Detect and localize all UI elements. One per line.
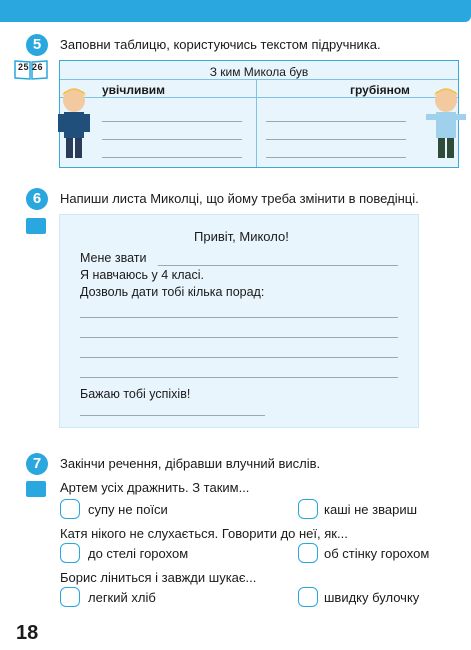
pen-icon bbox=[26, 481, 46, 497]
answer-line[interactable] bbox=[266, 121, 406, 122]
checkbox-q2-option-b[interactable] bbox=[298, 543, 318, 563]
boy-illustration-right bbox=[424, 84, 468, 164]
letter-line-advice: Дозволь дати тобі кілька порад: bbox=[80, 285, 265, 299]
answer-line[interactable] bbox=[102, 139, 242, 140]
advice-answer-line[interactable] bbox=[80, 357, 398, 358]
answer-line[interactable] bbox=[266, 157, 406, 158]
checkbox-q2-option-a[interactable] bbox=[60, 543, 80, 563]
question-3: Борис ліниться і завжди шукає... bbox=[60, 570, 257, 585]
checkbox-q1-option-a[interactable] bbox=[60, 499, 80, 519]
advice-answer-line[interactable] bbox=[80, 317, 398, 318]
answer-line[interactable] bbox=[102, 157, 242, 158]
textbook-pages: 25 26 bbox=[18, 62, 44, 72]
letter-line-name: Мене звати bbox=[80, 251, 147, 265]
checkbox-q3-option-b[interactable] bbox=[298, 587, 318, 607]
table-title: З ким Микола був bbox=[209, 65, 309, 79]
question-1: Артем усіх дражнить. З таким... bbox=[60, 480, 250, 495]
table-divider bbox=[60, 79, 458, 80]
advice-answer-line[interactable] bbox=[80, 337, 398, 338]
pair-work-icon bbox=[26, 218, 46, 234]
answer-line[interactable] bbox=[102, 121, 242, 122]
column-header-rude: грубіяном bbox=[350, 83, 410, 97]
q1-option-a-label: супу не поїси bbox=[88, 502, 168, 517]
q2-option-b-label: об стінку горохом bbox=[324, 546, 430, 561]
letter-greeting: Привіт, Миколо! bbox=[194, 229, 289, 244]
letter-area bbox=[59, 214, 419, 428]
q1-option-b-label: каші не звариш bbox=[324, 502, 418, 517]
name-answer-line[interactable] bbox=[158, 265, 398, 266]
task-5-number: 5 bbox=[26, 34, 48, 56]
task-6-number: 6 bbox=[26, 188, 48, 210]
task-6-instruction: Напиши листа Миколці, що йому треба змінити в поведінці. bbox=[60, 191, 419, 206]
checkbox-q1-option-b[interactable] bbox=[298, 499, 318, 519]
boy-illustration-left bbox=[52, 84, 96, 164]
task-7-number: 7 bbox=[26, 453, 48, 475]
signature-line[interactable] bbox=[80, 415, 265, 416]
q3-option-b-label: швидку булочку bbox=[324, 590, 420, 605]
table-divider bbox=[60, 97, 458, 98]
checkbox-q3-option-a[interactable] bbox=[60, 587, 80, 607]
letter-line-class: Я навчаюсь у 4 класі. bbox=[80, 268, 205, 282]
task-5-instruction: Заповни таблицю, користуючись текстом підручника. bbox=[60, 37, 381, 52]
page-number: 18 bbox=[16, 622, 39, 644]
answer-line[interactable] bbox=[266, 139, 406, 140]
letter-closing: Бажаю тобі успіхів! bbox=[80, 387, 191, 401]
advice-answer-line[interactable] bbox=[80, 377, 398, 378]
table-who-mykola-was bbox=[59, 60, 459, 168]
top-color-bar bbox=[0, 0, 471, 22]
q2-option-a-label: до стелі горохом bbox=[88, 546, 189, 561]
q3-option-a-label: легкий хліб bbox=[88, 590, 156, 605]
column-header-polite: увічливим bbox=[102, 83, 165, 97]
task-7-instruction: Закінчи речення, дібравши влучний вислів. bbox=[60, 456, 321, 471]
table-column-divider bbox=[256, 79, 257, 167]
question-2: Катя нікого не слухається. Говорити до неї, як... bbox=[60, 526, 348, 541]
